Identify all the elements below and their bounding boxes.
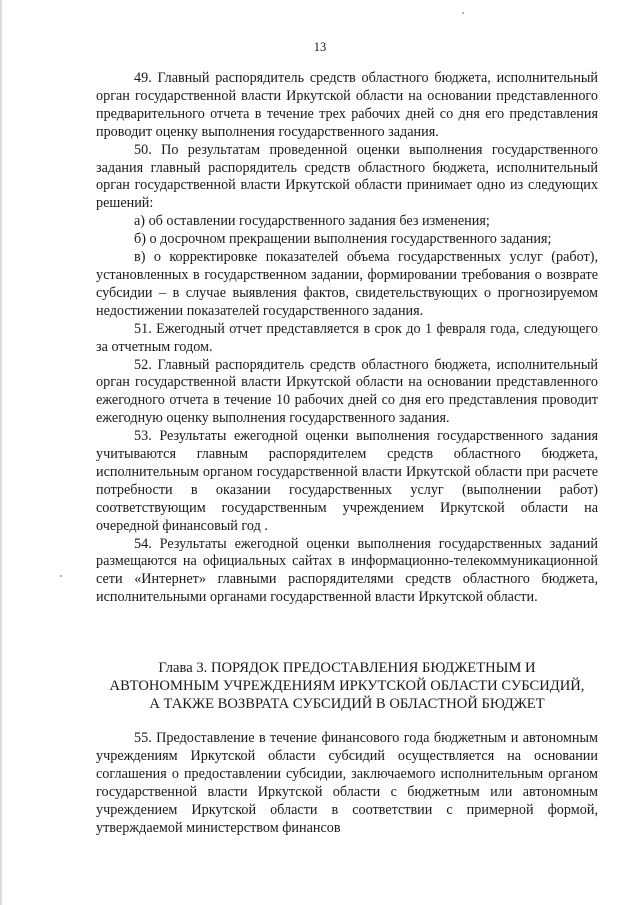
paragraph-53: 53. Результаты ежегодной оценки выполнения государственного задания учитываются главным распорядителем средств областного бюджета, исполнительным органом государственной власти Иркутской области при расчете потребности в оказании государственных услуг (выполнении работ) соответствующим государственным учреждением Иркутской области на очередной финансовый год .	[96, 428, 598, 534]
paragraph-51: 51. Ежегодный отчет представляется в срок до 1 февраля года, следующего за отчетным годом.	[96, 320, 598, 355]
document-body	[96, 70, 598, 607]
scan-speck	[60, 575, 62, 577]
chapter-heading	[90, 660, 604, 714]
paragraph-49: 49. Главный распорядитель средств областного бюджета, исполнительный орган государственной власти Иркутской области на основании представленного предварительного отчета в течение трех рабочих дней со дня его представления проводит оценку выполнения государственного задания.	[96, 70, 598, 140]
chapter-heading-line: А ТАКЖЕ ВОЗВРАТА СУБСИДИЙ В ОБЛАСТНОЙ БЮДЖЕТ	[149, 695, 545, 712]
paragraph-55: 55. Предоставление в течение финансового года бюджетным и автономным учреждениям Иркутской области субсидий осуществляется на основании соглашения о предоставлении субсидии, заключаемого исполнительным органом государственной власти Иркутской области с бюджетным или автономным учреждением Иркутской области в соответствии с примерной формой, утверждаемой министерством финансов	[96, 730, 598, 836]
paragraph-54: 54. Результаты ежегодной оценки выполнения государственных заданий размещаются на официальных сайтах в информационно-телекоммуникационной сети «Интернет» главными распорядителями средств областного бюджета, исполнительными органами государственной власти Иркутской области.	[96, 535, 598, 606]
chapter-heading-line: Глава 3. ПОРЯДОК ПРЕДОСТАВЛЕНИЯ БЮДЖЕТНЫМ И	[158, 660, 536, 676]
scan-speck	[462, 12, 464, 14]
paragraph-50-item-c: в) о корректировке показателей объема государственных услуг (работ), установленных в государственном задании, формировании требования о возврате субсидии – в случае выявления фактов, свидетельствующих о прогнозируемом недостижении показателей государственного задания.	[96, 249, 598, 319]
paragraph-50-item-a: а) об оставлении государственного задания без изменения;	[134, 213, 490, 230]
paragraph-50-item-b: б) о досрочном прекращении выполнения государственного задания;	[134, 231, 552, 248]
paragraph-52: 52. Главный распорядитель средств областного бюджета, исполнительный орган государственной власти Иркутской области на основании представленного ежегодного отчета в течение 10 рабочих дней со дня его представления проводит ежегодную оценку выполнения государственного задания.	[96, 356, 598, 427]
page-number: 13	[313, 40, 327, 54]
chapter-heading-line: АВТОНОМНЫМ УЧРЕЖДЕНИЯМ ИРКУТСКОЙ ОБЛАСТИ СУБСИДИЙ,	[109, 677, 585, 694]
scan-left-edge	[0, 0, 3, 905]
paragraph-50: 50. По результатам проведенной оценки выполнения государственного задания главный распорядитель средств областного бюджета, исполнительный орган государственной власти Иркутской области принимает одно из следующих решений:	[96, 141, 598, 212]
document-body-continued	[96, 730, 598, 837]
